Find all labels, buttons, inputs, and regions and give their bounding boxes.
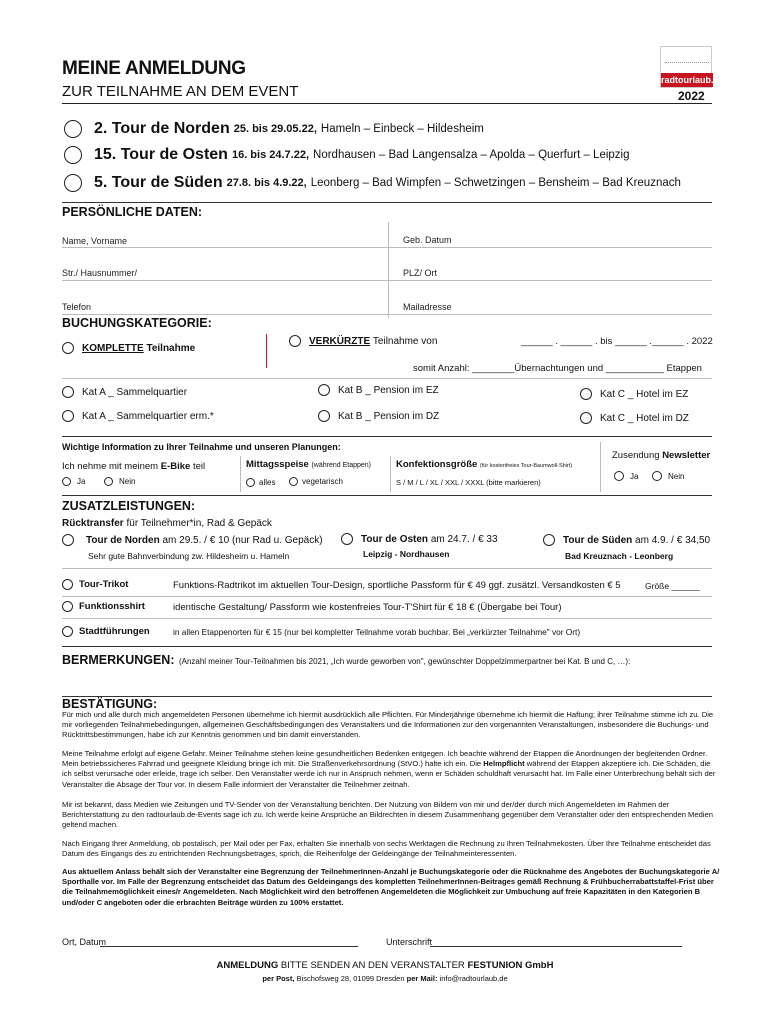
- radtourlaub-logo: [660, 46, 725, 88]
- ebike-yes-option[interactable]: [62, 477, 85, 486]
- tour-name: 2. Tour de Norden: [94, 120, 230, 137]
- stadtfuehrungen-option[interactable]: [62, 626, 150, 637]
- complete-suffix: Teilnahme: [146, 342, 196, 354]
- tour-option-norden[interactable]: [64, 120, 484, 138]
- radio-circle-icon[interactable]: [64, 120, 82, 138]
- cat-label: Kat B _ Pension im EZ: [338, 384, 439, 396]
- paragraph-text: Meine Teilnahme erfolgt auf eigene Gefahr. Meiner Teilnahme stehen keine gesundheitlichen Bedenken entgegen. Ich beachte während der Etappen die Anordnungen der begleitenden Ordner. Mein betriebssicheres Fahrrad und geeignete Kleidung bringe ich mit. Die Straßenverkehrsordnung (StVO.) halte ich ein. Die: [62, 749, 708, 769]
- confirm-paragraph-1: Für mich und alle durch mich angemeldeten Personen übernehme ich hiermit ausdrücklich alle Pflichten. Für Minderjährige übernehme ich hiermit die Haftung; ihrer Teilnahme stimme ich zu. Die mir vorliegenden Teilnahmebedingungen, allgemeinen Geschäftsbedingungen des Veranstalters und die Informationen zur den vorgenannten Veranstaltungen, insbesondere die Buchungs- und Rücktrittsbestimmungen, habe ich zur Kenntnis genommen und bin damit einverstanden.: [62, 710, 714, 740]
- radio-circle-icon[interactable]: [652, 471, 662, 481]
- radio-circle-icon[interactable]: [580, 388, 592, 400]
- transfer-osten-option[interactable]: [341, 533, 498, 545]
- transfer-norden-option[interactable]: [62, 534, 323, 546]
- footer-send-line: [0, 960, 770, 971]
- transfer-sueden-option[interactable]: [543, 534, 710, 546]
- radio-circle-icon[interactable]: [318, 410, 330, 422]
- section-divider: [62, 436, 712, 437]
- lunch-small: (während Etappen): [311, 462, 372, 469]
- option-label: alles: [259, 478, 276, 487]
- zip-city-label: PLZ/ Ort: [403, 268, 438, 278]
- footer-address: Bischofsweg 28, 01099 Dresden: [296, 974, 405, 983]
- lunch-question: [246, 459, 371, 470]
- size-field[interactable]: Größe ______: [645, 581, 700, 591]
- option-label: Nein: [668, 471, 685, 481]
- radio-circle-icon[interactable]: [318, 384, 330, 396]
- cat-b-pension-ez[interactable]: [318, 384, 439, 396]
- transfer-price: am 24.7. / € 33: [430, 533, 498, 545]
- option-label: vegetarisch: [302, 477, 343, 486]
- confirm-paragraph-3: Mir ist bekannt, dass Medien wie Zeitungen und TV-Sender von der Veranstaltung berichten. Der Nutzung von Bildern von mir und der/der durch mich Angemeldeten im Rahmen der Berichterstattung zu den radtourlaub.de-Events sage ich zu. Ich werde keine Ansprüche an Bildrechten in diesem Zusammenhang gegenüber dem Veranstalter oder den entsprechenden Medien geltend machen.: [62, 800, 713, 830]
- street-field[interactable]: [62, 280, 712, 281]
- tour-option-sueden[interactable]: [64, 174, 681, 192]
- newsletter-bold: Newsletter: [662, 450, 711, 461]
- radio-circle-icon[interactable]: [614, 471, 624, 481]
- row-divider: [62, 618, 712, 619]
- cat-label: Kat B _ Pension im DZ: [338, 410, 440, 422]
- signature-label: Unterschrift: [386, 937, 433, 947]
- size-options[interactable]: S / M / L / XL / XXL / XXXL (bitte markieren): [396, 478, 541, 487]
- complete-participation-option[interactable]: [62, 342, 195, 354]
- tour-dates: 27.8. bis 4.9.22,: [226, 177, 307, 189]
- section-divider: [62, 202, 712, 203]
- cat-c-hotel-dz[interactable]: [580, 412, 689, 424]
- radio-circle-icon[interactable]: [543, 534, 555, 546]
- cat-label: Kat C _ Hotel im DZ: [600, 412, 689, 424]
- funktionsshirt-option[interactable]: [62, 601, 145, 612]
- confirm-paragraph-4: Nach Eingang Ihrer Anmeldung, ob postalisch, per Mail oder per Fax, erhalten Sie innerhalb von sechs Werktagen die Rechnung zu Ihren Teilnahmekosten. Über Ihre Teilnahme entscheidet das Datum des Eingangs des zu entrichtenden Rechnungsbetrages, sprich, die Reihenfolge der Geldeingänge der Teilnahmeinteressenten.: [62, 839, 711, 859]
- extra-label: Tour-Trikot: [79, 579, 129, 590]
- footer-address-line: [0, 974, 770, 983]
- cat-c-hotel-ez[interactable]: [580, 388, 688, 400]
- newsletter-question: [612, 450, 710, 461]
- complete-label: KOMPLETTE: [82, 342, 144, 354]
- transfer-text: für Teilnehmer*in, Rad & Gepäck: [126, 518, 272, 529]
- radio-circle-icon[interactable]: [580, 412, 592, 424]
- logo-text: radtourlaub.de: [661, 75, 725, 85]
- tour-option-osten[interactable]: [64, 146, 630, 164]
- remarks-hint: (Anzahl meiner Tour-Teilnahmen bis 2021, „Ich wurde geworben von", gewünschter Doppelzimmerpartner bei Kat. B und C, …):: [178, 657, 631, 666]
- name-label: Name, Vorname: [62, 236, 128, 246]
- tour-name: 5. Tour de Süden: [94, 174, 223, 191]
- radio-circle-icon[interactable]: [289, 335, 301, 347]
- signature-field[interactable]: [430, 946, 682, 947]
- logo-graphic: [665, 53, 709, 63]
- option-label: Nein: [119, 477, 136, 486]
- name-field[interactable]: [62, 247, 712, 248]
- section-divider: [62, 378, 712, 379]
- phone-label: Telefon: [62, 302, 92, 312]
- row-divider: [62, 596, 712, 597]
- radio-circle-icon[interactable]: [62, 477, 71, 486]
- field-divider: [388, 222, 389, 318]
- cat-a-sammelquartier-erm[interactable]: [62, 410, 214, 422]
- street-label: Str./ Hausnummer/: [62, 268, 138, 278]
- option-label: Ja: [630, 471, 639, 481]
- personal-heading: PERSÖNLICHE DATEN:: [62, 205, 203, 219]
- cat-label: Kat C _ Hotel im EZ: [600, 388, 689, 400]
- tour-trikot-text: Funktions-Radtrikot im aktuellen Tour-Design, sportliche Passform für € 49 ggf. zusätzl. Versandkosten € 5: [173, 580, 621, 591]
- page-title: MEINE ANMELDUNG: [62, 58, 246, 79]
- extra-label: Stadtführungen: [79, 626, 150, 637]
- info-divider: [240, 456, 241, 492]
- confirm-paragraph-2: [62, 749, 720, 790]
- extra-label: Funktionsshirt: [79, 601, 145, 612]
- tour-route: Leonberg – Bad Wimpfen – Schwetzingen – Bensheim – Bad Kreuznach: [310, 177, 681, 189]
- place-date-field[interactable]: [100, 946, 358, 947]
- ebike-suffix: teil: [192, 461, 206, 472]
- birthdate-label: Geb. Datum: [403, 235, 452, 245]
- lunch-bold: Mittagsspeise: [246, 459, 309, 470]
- transfer-price: am 29.5. / € 10 (nur Rad u. Gepäck): [162, 534, 323, 546]
- short-dates-field[interactable]: ______ . ______ . bis ______ .______ . 2022: [521, 336, 713, 347]
- newsletter-yes-option[interactable]: [614, 471, 638, 481]
- paragraph-text: während der Etappen akzeptiere ich. Die Schäden, die ich selbst verursache oder erleide, trage ich selber. Den Veranstalter werde ich nur in Anspruch nehmen, wenn er Schäden schuldhaft verursacht hat. Im Falle einer Unterbrechung behält sich der Veranstalter die Absage der Tour vor. In diesem Falle informiert der Veranstalter die Teilnehmer zeitnah.: [62, 759, 716, 789]
- footer-bold: ANMELDUNG: [216, 960, 279, 971]
- place-date-label: Ort, Datum: [62, 937, 107, 947]
- info-divider: [390, 456, 391, 492]
- short-label: VERKÜRZTE: [309, 335, 371, 347]
- radio-circle-icon[interactable]: [62, 534, 74, 546]
- transfer-tour: Tour de Süden: [563, 534, 633, 546]
- section-divider: [62, 696, 712, 697]
- short-suffix: Teilnahme von: [372, 335, 438, 347]
- radio-circle-icon[interactable]: [246, 478, 255, 487]
- checkbox-circle-icon[interactable]: [62, 626, 73, 637]
- footer-post-label: per Post,: [262, 974, 295, 983]
- footer-text: BITTE SENDEN AN DEN VERANSTALTER: [280, 960, 465, 971]
- newsletter-no-option[interactable]: [652, 471, 684, 481]
- remarks-row: [62, 651, 630, 669]
- confirm-paragraph-5: Aus aktuellem Anlass behält sich der Veranstalter eine Begrenzung der TeilnehmerInnen-Anzahl je Buchungskategorie oder die Rücknahme des Angebotes der Buchungskategorie A/ Sporthalle vor. Im Falle der Begrenzung entscheidet das Datum des Geldeingangs des kompletten TeilnehmerInnen-Beitrages gemäß Rechnung & Frühbucherrabattstaffel-Frist über die Teilnahmemöglichkeit eines/r Angemeldeten. Nach Möglichkeit wird den betroffenen Angemeldeten die Möglichkeit zur Umbuchung auf freie Kapazitäten in den Kategorien B und/oder C angeboten oder die erbrachten Beiträge würden zu 100% erstattet.: [62, 867, 720, 907]
- transfer-heading: [62, 518, 272, 529]
- tour-name: 15. Tour de Osten: [94, 146, 228, 163]
- cat-label: Kat A _ Sammelquartier erm.*: [82, 410, 214, 422]
- size-small: (für kostenfreies Tour-Baumwoll-Shirt): [479, 463, 573, 469]
- funktionsshirt-text: identische Gestaltung/ Passform wie kostenfreies Tour-T'Shirt für € 18 € (Übergabe bei Tour): [173, 602, 562, 613]
- remarks-heading: BERMERKUNGEN:: [62, 653, 175, 667]
- section-divider: [62, 646, 712, 647]
- transfer-price: am 4.9. / € 34,50: [635, 534, 711, 546]
- info-heading: Wichtige Information zu Ihrer Teilnahme und unseren Planungen:: [62, 442, 341, 452]
- cat-a-sammelquartier[interactable]: [62, 386, 187, 398]
- tour-route: Nordhausen – Bad Langensalza – Apolda – Querfurt – Leipzig: [313, 149, 630, 161]
- ebike-no-option[interactable]: [104, 477, 135, 486]
- ebike-text: Ich nehme mit meinem: [62, 461, 159, 472]
- transfer-norden-note: Sehr gute Bahnverbindung zw. Hildesheim u. Hameln: [88, 551, 290, 561]
- remarks-field[interactable]: [62, 668, 712, 692]
- ebike-question: [62, 461, 205, 472]
- section-divider: [62, 495, 712, 496]
- cat-label: Kat A _ Sammelquartier: [82, 386, 188, 398]
- transfer-sueden-route: Bad Kreuznach - Leonberg: [565, 551, 674, 561]
- confirm-heading: BESTÄTIGUNG:: [62, 697, 158, 711]
- footer-company: FESTUNION GmbH: [467, 960, 554, 971]
- extras-heading: ZUSATZLEISTUNGEN:: [62, 499, 196, 513]
- radio-circle-icon[interactable]: [64, 174, 82, 192]
- radio-circle-icon[interactable]: [62, 342, 74, 354]
- tour-dates: 16. bis 24.7.22,: [231, 149, 310, 161]
- transfer-tour: Tour de Norden: [86, 534, 160, 546]
- radio-circle-icon[interactable]: [104, 477, 113, 486]
- size-bold: Konfektionsgröße: [396, 459, 478, 470]
- option-label: Ja: [77, 477, 86, 486]
- radio-circle-icon[interactable]: [341, 533, 353, 545]
- lunch-all-option[interactable]: [246, 478, 275, 487]
- checkbox-circle-icon[interactable]: [62, 579, 73, 590]
- checkbox-circle-icon[interactable]: [62, 601, 73, 612]
- stadtfuehrungen-text: in allen Etappenorten für € 15 (nur bei kompletter Teilnahme vorab buchbar. Bei „verkürzter Teilnahme" vor Ort): [173, 627, 581, 637]
- newsletter-prefix: Zusendung: [612, 450, 660, 461]
- transfer-osten-route: Leipzig - Nordhausen: [363, 549, 450, 559]
- info-divider: [600, 442, 601, 492]
- event-year: 2022: [678, 89, 705, 103]
- cat-b-pension-dz[interactable]: [318, 410, 439, 422]
- count-field[interactable]: somit Anzahl: ________Übernachtungen und ___________ Etappen: [413, 363, 702, 374]
- tour-trikot-option[interactable]: [62, 579, 128, 590]
- paragraph-bold: Helmpflicht: [483, 759, 525, 769]
- lunch-veg-option[interactable]: [289, 477, 343, 486]
- radio-circle-icon[interactable]: [62, 386, 74, 398]
- transfer-tour: Tour de Osten: [361, 533, 429, 545]
- footer-email[interactable]: info@radtourlaub.de: [439, 974, 508, 983]
- header-divider: [62, 103, 712, 104]
- tour-dates: 25. bis 29.05.22,: [233, 123, 317, 135]
- footer-mail-label: per Mail:: [406, 974, 438, 983]
- short-participation-option[interactable]: [289, 335, 437, 347]
- phone-field[interactable]: [62, 314, 712, 315]
- transfer-bold: Rücktransfer: [62, 518, 124, 529]
- booking-heading: BUCHUNGSKATEGORIE:: [62, 316, 212, 330]
- mail-label: Mailadresse: [403, 302, 452, 312]
- size-question: [396, 459, 572, 470]
- radio-circle-icon[interactable]: [64, 146, 82, 164]
- red-divider: [266, 334, 267, 368]
- tour-route: Hameln – Einbeck – Hildesheim: [320, 123, 484, 135]
- page-subtitle: ZUR TEILNAHME AN DEM EVENT: [62, 83, 299, 100]
- radio-circle-icon[interactable]: [289, 477, 298, 486]
- ebike-bold: E-Bike: [160, 461, 191, 472]
- radio-circle-icon[interactable]: [62, 410, 74, 422]
- section-divider: [62, 568, 712, 569]
